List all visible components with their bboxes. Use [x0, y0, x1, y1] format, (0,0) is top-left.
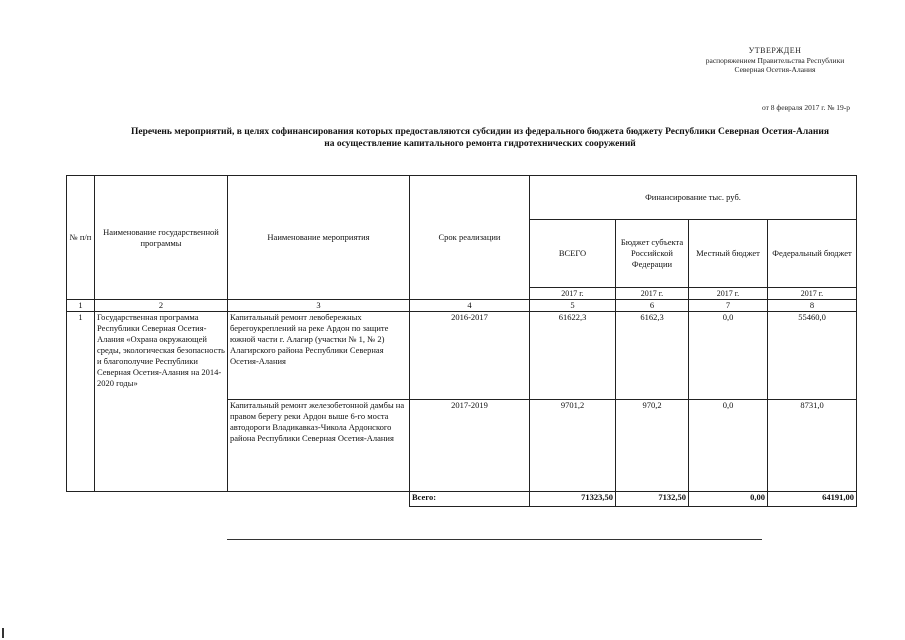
year-subject: 2017 г.	[616, 288, 689, 300]
event-name: Капитальный ремонт левобережных берегоукреплений на реке Ардон по защите южной части г. Алагир (участки № 1, № 2) Алагирского района Республики Северная Осетия-Алания	[228, 312, 410, 400]
totals-total: 71323,50	[530, 492, 616, 507]
col-number-3: 3	[228, 300, 410, 312]
title-line-1: Перечень мероприятий, в целях софинансирования которых предоставляются субсидии из федерального бюджета бюджету Республики Северная Осетия-Алания	[130, 127, 829, 137]
approval-line-2: Северная Осетия-Алания	[734, 65, 816, 74]
header-program: Наименование государственной программы	[95, 176, 228, 300]
event-name: Капитальный ремонт железобетонной дамбы на правом берегу реки Ардон выше 6-го моста автодороги Владикавказ-Чикола Ардонского района Республики Северная Осетия-Алания	[228, 400, 410, 492]
signature-line	[227, 539, 762, 540]
event-subject-budget: 6162,3	[616, 312, 689, 400]
program-name: Государственная программа Республики Северная Осетия-Алания «Охрана окружающей среды, экологическая безопасность и благополучие Республики Северная Осетия-Алания на 2014-2020 годы»	[95, 312, 228, 492]
column-number-row	[67, 300, 857, 312]
table-row	[67, 312, 857, 400]
scan-edge-mark	[2, 628, 4, 638]
event-subject-budget: 970,2	[616, 400, 689, 492]
events-table	[66, 175, 857, 507]
event-total: 61622,3	[530, 312, 616, 400]
event-total: 9701,2	[530, 400, 616, 492]
event-federal-budget: 8731,0	[768, 400, 857, 492]
year-total: 2017 г.	[530, 288, 616, 300]
header-federal-budget: Федеральный бюджет	[768, 220, 857, 288]
document-title	[60, 126, 900, 150]
header-total: ВСЕГО	[530, 220, 616, 288]
event-federal-budget: 55460,0	[768, 312, 857, 400]
col-number-5: 5	[530, 300, 616, 312]
col-number-1: 1	[67, 300, 95, 312]
totals-federal-budget: 64191,00	[768, 492, 857, 507]
event-period: 2017-2019	[410, 400, 530, 492]
totals-row	[67, 492, 857, 507]
event-local-budget: 0,0	[689, 312, 768, 400]
event-local-budget: 0,0	[689, 400, 768, 492]
approved-label: УТВЕРЖДЕН	[748, 46, 802, 55]
col-number-4: 4	[410, 300, 530, 312]
year-federal: 2017 г.	[768, 288, 857, 300]
approval-stamp	[690, 46, 860, 75]
totals-subject-budget: 7132,50	[616, 492, 689, 507]
header-subject-budget: Бюджет субъекта Российской Федерации	[616, 220, 689, 288]
year-local: 2017 г.	[689, 288, 768, 300]
col-number-8: 8	[768, 300, 857, 312]
col-number-2: 2	[95, 300, 228, 312]
title-line-2: на осуществление капитального ремонта гидротехнических сооружений	[324, 139, 636, 149]
header-financing: Финансирование тыс. руб.	[530, 176, 857, 220]
approval-line-1: распоряжением Правительства Республики	[705, 55, 845, 65]
header-period: Срок реализации	[410, 176, 530, 300]
totals-local-budget: 0,00	[689, 492, 768, 507]
header-row-1	[67, 176, 857, 220]
row-num: 1	[67, 312, 95, 492]
col-number-7: 7	[689, 300, 768, 312]
table-frame	[66, 175, 857, 507]
header-event: Наименование мероприятия	[228, 176, 410, 300]
header-num: № п/п	[67, 176, 95, 300]
header-local-budget: Местный бюджет	[689, 220, 768, 288]
totals-label: Всего:	[410, 492, 530, 507]
decree-date: от 8 февраля 2017 г. № 19-р	[761, 103, 850, 112]
col-number-6: 6	[616, 300, 689, 312]
event-period: 2016-2017	[410, 312, 530, 400]
